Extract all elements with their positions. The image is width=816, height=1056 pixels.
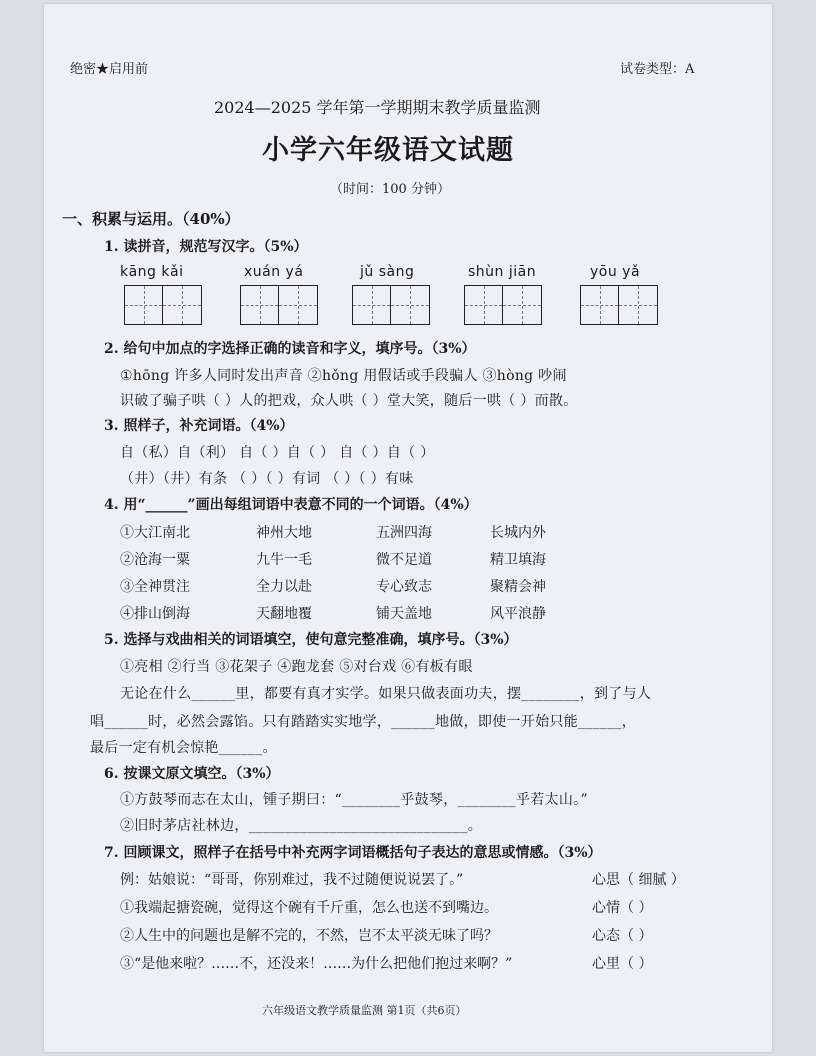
question-6-line-2: ②旧时茅店社林边，______________________________。 xyxy=(120,818,482,834)
pinyin-5: yōu yǎ xyxy=(590,264,641,280)
q4-word: 专心致志 xyxy=(376,579,432,595)
pinyin-2: xuán yá xyxy=(244,264,304,280)
q7-answer[interactable]: 心思（ 细腻 ） xyxy=(592,872,685,888)
tian-grid-3[interactable] xyxy=(352,285,430,325)
exam-name: 2024—2025 学年第一学期期末教学质量监测 xyxy=(214,98,541,117)
q4-word: 微不足道 xyxy=(376,552,432,568)
q7-answer[interactable]: 心态（ ） xyxy=(592,928,653,944)
q4-word: ④排山倒海 xyxy=(120,606,190,622)
question-3-row-1: 自（私）自（利） 自（ ）自（ ） 自（ ）自（ ） xyxy=(120,445,435,461)
question-1-title: 1. 读拼音，规范写汉字。（5%） xyxy=(104,239,308,255)
section-heading: 一、积累与运用。（40%） xyxy=(62,210,240,228)
question-5-line-2: 唱______时，必然会露馅。只有踏踏实实地学，______地做，即使一开始只能______， xyxy=(90,714,637,730)
question-2-options: ①hōng 许多人同时发出声音 ②hǒng 用假话或手段骗人 ③hòng 吵闹 xyxy=(120,368,567,384)
q4-word: ③全神贯注 xyxy=(120,579,190,595)
tian-grid-1[interactable] xyxy=(124,285,202,325)
secret-label: 绝密★启用前 xyxy=(70,62,149,77)
q4-word: 五洲四海 xyxy=(376,525,432,541)
question-5-title: 5. 选择与戏曲相关的词语填空，使句意完整准确，填序号。（3%） xyxy=(104,632,518,648)
question-7-title: 7. 回顾课文，照样子在括号中补充两字词语概括句子表达的意思或情感。（3%） xyxy=(104,845,602,861)
question-4-title: 4. 用“______”画出每组词语中表意不同的一个词语。（4%） xyxy=(104,497,478,513)
q4-word: ②沧海一粟 xyxy=(120,552,190,568)
q4-word: 铺天盖地 xyxy=(376,606,432,622)
time-note: （时间：100 分钟） xyxy=(330,182,450,197)
q7-sentence: ②人生中的问题也是解不完的，不然，岂不太平淡无味了吗？ xyxy=(120,928,498,944)
tian-grid-4[interactable] xyxy=(464,285,542,325)
question-3-row-2: （井）（井）有条 （ ）（ ）有词 （ ）（ ）有味 xyxy=(120,471,414,487)
q4-word: 天翻地覆 xyxy=(256,606,312,622)
q4-word: 全力以赴 xyxy=(256,579,312,595)
pinyin-3: jǔ sàng xyxy=(360,264,415,280)
q7-answer[interactable]: 心情（ ） xyxy=(592,900,653,916)
page-footer: 六年级语文教学质量监测 第1页（共6页） xyxy=(262,1004,467,1017)
q7-sentence: ③“是他来啦？……不，还没来！……为什么把他们抱过来啊？” xyxy=(120,956,513,972)
tian-grid-5[interactable] xyxy=(580,285,658,325)
q4-word: 长城内外 xyxy=(490,525,546,541)
q7-sentence: 例：姑娘说：“哥哥，你别难过，我不过随便说说罢了。” xyxy=(120,872,464,888)
question-3-title: 3. 照样子，补充词语。（4%） xyxy=(104,418,294,434)
q4-word: 神州大地 xyxy=(256,525,312,541)
pinyin-1: kāng kǎi xyxy=(120,264,184,280)
page-title: 小学六年级语文试题 xyxy=(262,135,514,166)
question-5-options: ①亮相 ②行当 ③花架子 ④跑龙套 ⑤对台戏 ⑥有板有眼 xyxy=(120,659,473,675)
question-5-line-3: 最后一定有机会惊艳______。 xyxy=(90,740,277,756)
question-2-title: 2. 给句中加点的字选择正确的读音和字义，填序号。（3%） xyxy=(104,341,476,357)
q4-word: 风平浪静 xyxy=(490,606,546,622)
q7-answer[interactable]: 心里（ ） xyxy=(592,956,653,972)
q4-word: 精卫填海 xyxy=(490,552,546,568)
tian-grid-2[interactable] xyxy=(240,285,318,325)
q7-sentence: ①我端起搪瓷碗，觉得这个碗有千斤重，怎么也送不到嘴边。 xyxy=(120,900,498,916)
q4-word: ①大江南北 xyxy=(120,525,190,541)
pinyin-4: shùn jiān xyxy=(468,264,537,280)
q4-word: 九牛一毛 xyxy=(256,552,312,568)
question-2-sentence: 识破了骗子哄（ ）人的把戏，众人哄（ ）堂大笑，随后一哄（ ）而散。 xyxy=(120,393,578,409)
q4-word: 聚精会神 xyxy=(490,579,546,595)
paper-type-label: 试卷类型：A xyxy=(620,62,695,77)
question-5-line-1: 无论在什么______里，都要有真才实学。如果只做表面功夫，摆________，到了与人 xyxy=(120,686,652,702)
question-6-line-1: ①方鼓琴而志在太山，锺子期曰：“________乎鼓琴，________乎若太山。” xyxy=(120,792,588,808)
question-6-title: 6. 按课文原文填空。（3%） xyxy=(104,766,280,782)
